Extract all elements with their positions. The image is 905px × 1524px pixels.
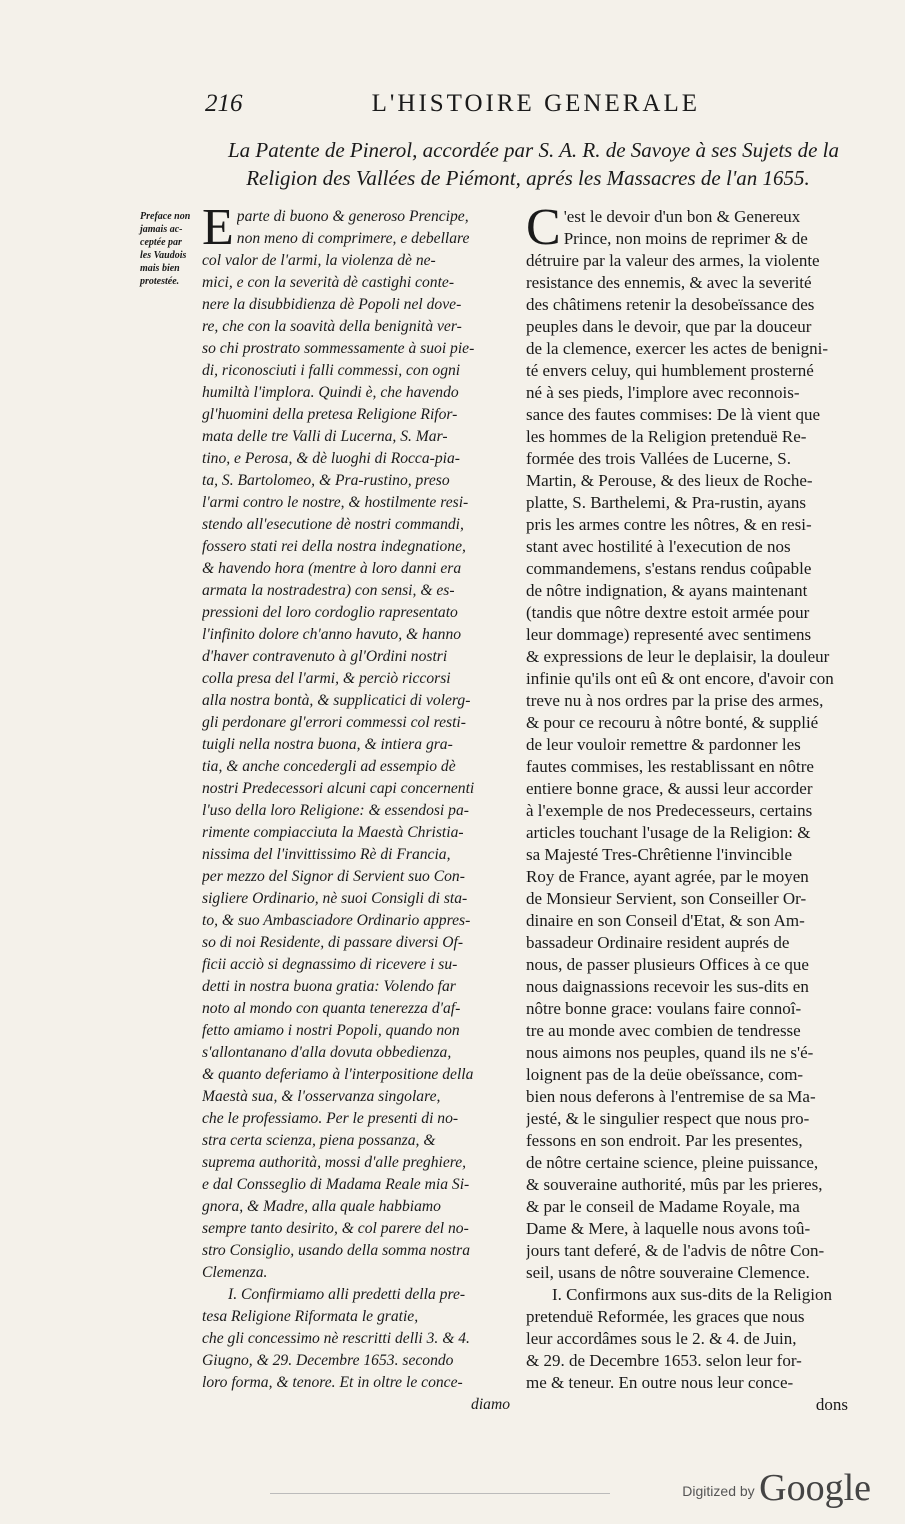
text-line: des châtimens retenir la desobeïssance des: [526, 295, 815, 314]
text-line: to, & suo Ambasciadore Ordinario appres-: [202, 912, 471, 929]
google-watermark: [682, 1466, 871, 1510]
text-line: I. Confirmiamo alli predetti della pre-: [228, 1286, 466, 1303]
text-line: tre au monde avec combien de tendresse: [526, 1021, 801, 1040]
text-line: sance des fautes commises: De là vient que: [526, 405, 821, 424]
text-line: & souveraine authorité, mûs par les prieres,: [526, 1175, 823, 1194]
text-line: stra certa scienza, piena possanza, &: [202, 1132, 436, 1149]
text-line: bassadeur Ordinaire resident auprés de: [526, 933, 790, 952]
text-line: pretenduë Reformée, les graces que nous: [526, 1307, 805, 1326]
french-opening: [526, 206, 848, 250]
text-line: té envers celuy, qui humblement prosterné: [526, 361, 814, 380]
text-line: Maestà sua, & l'osservanza singolare,: [202, 1088, 441, 1105]
text-line: entiere bonne grace, & aussi leur accorder: [526, 779, 813, 798]
text-line: tuigli nella nostra buona, & intiera gra-: [202, 736, 453, 753]
google-logo: Google: [759, 1467, 871, 1509]
text-line: & 29. de Decembre 1653. selon leur for-: [526, 1351, 802, 1370]
margin-note-line: jamais ac-: [140, 224, 183, 235]
text-line: jours tant deferé, & de l'advis de nôtre Con-: [526, 1241, 825, 1260]
text-line: Dame & Mere, à laquelle nous avons toû-: [526, 1219, 811, 1238]
text-line: pressioni del loro cordoglio rapresentato: [202, 604, 458, 621]
text-line: l'infinito dolore ch'anno havuto, & hanno: [202, 626, 462, 643]
text-line: suprema authorità, mossi d'alle preghiere,: [202, 1154, 467, 1171]
text-line: jesté, & le singulier respect que nous pro-: [526, 1109, 810, 1128]
text-line: & pour ce recouru à nôtre bonté, & supplié: [526, 713, 819, 732]
text-line: loro forma, & tenore. Et in oltre le conce-: [202, 1374, 463, 1391]
margin-note-line: mais bien: [140, 263, 180, 274]
text-line: so di noi Residente, di passare diversi Of-: [202, 934, 464, 951]
text-line: re, che con la soavità della benignità ver-: [202, 318, 462, 335]
french-body: [526, 250, 848, 1284]
title-line-2: Religion des Vallées de Piémont, aprés les Massacres de l'an 1655.: [246, 166, 810, 190]
text-line: & havendo hora (mentre à loro danni era: [202, 560, 462, 577]
text-line: che gli concessimo nè rescritti delli 3. & 4.: [202, 1330, 470, 1347]
text-line: articles touchant l'usage de la Religion: &: [526, 823, 811, 842]
italian-article-1: [202, 1284, 510, 1394]
text-line: ta, S. Bartolomeo, & Pra-rustino, preso: [202, 472, 450, 489]
text-line: peuples dans le devoir, que par la douceur: [526, 317, 812, 336]
text-line: nôtre bonne grace: voulans faire connoî-: [526, 999, 802, 1018]
text-line: pris les armes contre les nôtres, & en resi-: [526, 515, 812, 534]
french-article-1: [526, 1284, 848, 1394]
text-line: de nôtre indignation, & ayans maintenant: [526, 581, 808, 600]
text-line: nostri Predecessori alcuni capi concernenti: [202, 780, 475, 797]
text-line: & par le conseil de Madame Royale, ma: [526, 1197, 800, 1216]
text-line: armata la nostradestra) con sensi, & es-: [202, 582, 455, 599]
text-line: sigliere Ordinario, nè suoi Consigli di sta-: [202, 890, 468, 907]
text-line: s'allontanano d'alla dovuta obbedienza,: [202, 1044, 452, 1061]
text-line: nous aimons nos peuples, quand ils ne s'é-: [526, 1043, 814, 1062]
italian-opening: [202, 206, 510, 250]
text-line: les hommes de la Religion pretenduë Re-: [526, 427, 807, 446]
text-line: humiltà l'implora. Quindi è, che havendo: [202, 384, 459, 401]
text-line: gli perdonare gl'errori commessi col resti-: [202, 714, 466, 731]
margin-note-line: protestée.: [140, 276, 180, 287]
text-line: 'est le devoir d'un bon & Genereux: [563, 207, 801, 226]
text-line: e dal Consseglio di Madama Reale mia Si-: [202, 1176, 470, 1193]
text-line: gnora, & Madre, alla quale habbiamo: [202, 1198, 441, 1215]
text-line: Prince, non moins de reprimer & de: [563, 229, 808, 248]
text-line: de Monsieur Servient, son Conseiller Or-: [526, 889, 807, 908]
title-line-1: La Patente de Pinerol, accordée par S. A. R. de Savoye à ses Sujets de la: [228, 138, 839, 162]
text-line: infinie qu'ils ont eû & ont encore, d'avoir con: [526, 669, 834, 688]
text-line: tia, & anche concedergli ad essempio dè: [202, 758, 456, 775]
text-line: mici, e con la severità dè castighi conte-: [202, 274, 455, 291]
text-line: stro Consiglio, usando della somma nostra: [202, 1242, 471, 1259]
text-line: resistance des ennemis, & avec la severité: [526, 273, 812, 292]
text-line: col valor de l'armi, la violenza dè ne-: [202, 252, 436, 269]
page-header: [205, 90, 700, 130]
text-line: loignent pas de la deüe obeïssance, com-: [526, 1065, 804, 1084]
text-line: ficii acciò si degnassimo di ricevere i su-: [202, 956, 458, 973]
text-line: fessons en son endroit. Par les presentes,: [526, 1131, 803, 1150]
text-line: per mezzo del Signor di Servient suo Con-: [202, 868, 465, 885]
text-line: de nôtre certaine science, pleine puissance,: [526, 1153, 819, 1172]
text-line: gl'huomini della pretesa Religione Rifor-: [202, 406, 458, 423]
watermark-prefix: Digitized by: [682, 1483, 755, 1499]
text-line: l'armi contro le nostre, & hostilmente resi-: [202, 494, 469, 511]
margin-note-line: ceptée par: [140, 237, 182, 248]
text-line: détruire par la valeur des armes, la violente: [526, 251, 820, 270]
text-line: I. Confirmons aux sus-dits de la Religion: [552, 1285, 833, 1304]
text-line: fetto amiamo i nostri Popoli, quando non: [202, 1022, 460, 1039]
text-line: de la clemence, exercer les actes de benigni-: [526, 339, 829, 358]
text-line: non meno di comprimere, e debellare: [236, 230, 470, 247]
text-line: alla nostra bontà, & supplicatici di volerg-: [202, 692, 471, 709]
text-line: colla presa del l'armi, & perciò riccorsi: [202, 670, 451, 687]
french-column: [526, 206, 848, 1416]
text-line: me & teneur. En outre nous leur conce-: [526, 1373, 794, 1392]
text-line: stant avec hostilité à l'execution de nos: [526, 537, 791, 556]
text-line: d'haver contravenuto à gl'Ordini nostri: [202, 648, 448, 665]
text-line: fossero stati rei della nostra indegnatione,: [202, 538, 466, 555]
document-title: [228, 136, 839, 192]
italian-body: [202, 250, 510, 1284]
text-line: stendo all'esecutione dè nostri commandi,: [202, 516, 464, 533]
text-line: tesa Religione Riformata le gratie,: [202, 1308, 419, 1325]
text-line: nous, de passer plusieurs Offices à ce que: [526, 955, 809, 974]
text-line: Roy de France, ayant agrée, par le moyen: [526, 867, 809, 886]
text-line: leur accordâmes sous le 2. & 4. de Juin,: [526, 1329, 797, 1348]
text-line: nous daignassions recevoir les sus-dits en: [526, 977, 809, 996]
text-line: sa Majesté Tres-Chrêtienne l'invincible: [526, 845, 793, 864]
italian-dropcap: E: [202, 206, 234, 250]
text-line: platte, S. Barthelemi, & Pra-rustin, ayans: [526, 493, 806, 512]
french-dropcap: C: [526, 206, 561, 250]
text-line: nissima del l'invittissimo Rè di Francia,: [202, 846, 451, 863]
text-line: né à ses pieds, l'implore avec reconnois-: [526, 383, 800, 402]
text-line: Giugno, & 29. Decembre 1653. secondo: [202, 1352, 454, 1369]
running-title: L'HISTOIRE GENERALE: [371, 90, 700, 117]
text-line: formée des trois Vallées de Lucerne, S.: [526, 449, 791, 468]
text-line: tino, e Perosa, & dè luoghi di Rocca-pia-: [202, 450, 460, 467]
text-line: che le professiamo. Per le presenti di no-: [202, 1110, 459, 1127]
text-line: detti in nostra buona gratia: Volendo far: [202, 978, 456, 995]
text-line: sempre tanto desirito, & col parere del no-: [202, 1220, 469, 1237]
french-catchword: dons: [815, 1395, 848, 1414]
text-line: l'uso della loro Religione: & essendosi pa-: [202, 802, 469, 819]
italian-catchword: diamo: [471, 1396, 510, 1413]
bottom-rule: [270, 1493, 610, 1494]
text-line: leur dommage) representé avec sentimens: [526, 625, 812, 644]
text-line: & expressions de leur le deplaisir, la douleur: [526, 647, 830, 666]
margin-note-line: les Vaudois: [140, 250, 187, 261]
text-line: rimente compiacciuta la Maestà Christia-: [202, 824, 464, 841]
text-line: (tandis que nôtre dextre estoit armée pour: [526, 603, 810, 622]
text-line: & quanto deferiamo à l'interpositione della: [202, 1066, 474, 1083]
text-line: mata delle tre Valli di Lucerna, S. Mar-: [202, 428, 448, 445]
text-line: à l'exemple de nos Predecesseurs, certains: [526, 801, 813, 820]
text-line: di, riconosciuti i falli commessi, con ogni: [202, 362, 461, 379]
text-line: Clemenza.: [202, 1264, 268, 1281]
margin-note-line: Preface non: [140, 211, 191, 222]
text-line: fautes commises, les restablissant en nôtre: [526, 757, 814, 776]
text-line: de leur vouloir remettre & pardonner les: [526, 735, 801, 754]
margin-note: [140, 210, 208, 288]
text-line: noto al mondo con quanta tenerezza d'af-: [202, 1000, 461, 1017]
text-line: bien nous deferons à l'entremise de sa Ma-: [526, 1087, 816, 1106]
text-line: parte di buono & generoso Prencipe,: [236, 208, 469, 225]
text-line: seil, usans de nôtre souveraine Clemence.: [526, 1263, 810, 1282]
text-line: Martin, & Perouse, & des lieux de Roche-: [526, 471, 813, 490]
text-line: commandemens, s'estans rendus coûpable: [526, 559, 812, 578]
text-line: dinaire en son Conseil d'Etat, & son Am-: [526, 911, 805, 930]
page-number: 216: [205, 90, 243, 117]
text-line: nere la disubbidienza dè Popoli nel dove-: [202, 296, 462, 313]
text-line: so chi prostrato sommessamente à suoi pie-: [202, 340, 475, 357]
text-line: treve nu à nos ordres par la prise des armes,: [526, 691, 824, 710]
italian-column: [202, 206, 510, 1416]
